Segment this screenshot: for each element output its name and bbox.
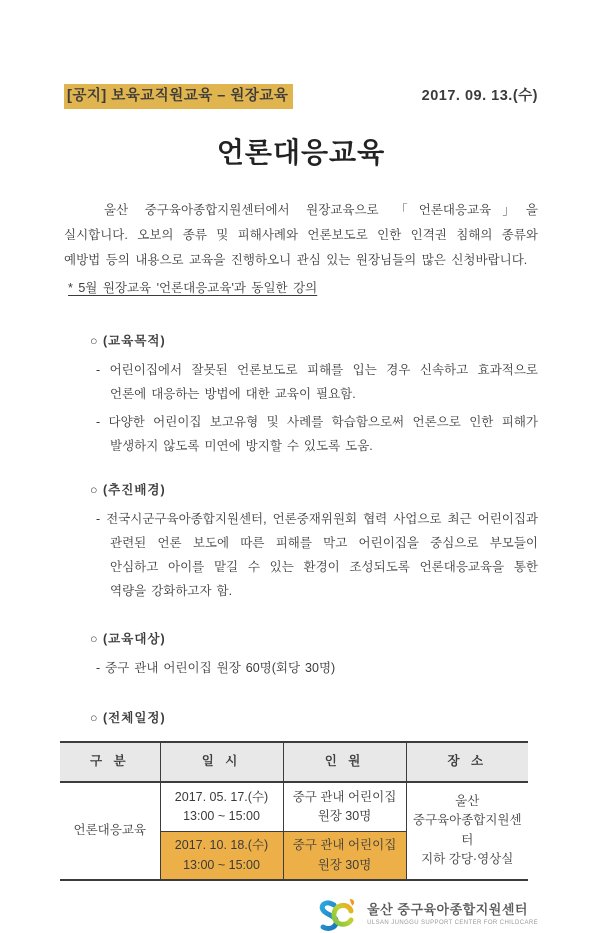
people-count: 원장 30명 bbox=[317, 857, 372, 872]
section-schedule bbox=[64, 706, 538, 731]
cell-people-2 bbox=[283, 832, 406, 880]
footer-org-name-en: ULSAN JUNGGU SUPPORT CENTER FOR CHILDCARE bbox=[367, 919, 538, 926]
location-line: 지하 강당·영상실 bbox=[421, 852, 514, 867]
bullet-item: - 어린이집에서 잘못된 언론보도로 피해를 입는 경우 신속하고 효과적으로 언론에 대응하는 방법에 대한 교육이 필요함. bbox=[96, 362, 538, 401]
document-header bbox=[64, 84, 538, 109]
intro-paragraph: 울산 중구육아종합지원센터에서 원장교육으로 「언론대응교육」을 실시합니다. 오보의 종류 및 피해사례와 언론보도로 인한 인격권 침해의 종류와 예방법 등의 내용으로 교육을 진행하오니 관심 있는 원장님들의 많은 신청바랍니다. bbox=[64, 202, 538, 267]
people-scope: 중구 관내 어린이집 bbox=[292, 789, 397, 804]
location-line: 중구육아종합지원센터 bbox=[412, 813, 522, 847]
schedule-table bbox=[60, 741, 528, 881]
cell-datetime-1 bbox=[160, 782, 283, 832]
page-title: 언론대응교육 bbox=[216, 137, 386, 169]
col-header-category: 구 분 bbox=[60, 742, 160, 782]
footer-org-text bbox=[367, 903, 538, 927]
notice-category: [공지] 보육교직원교육 – 원장교육 bbox=[64, 84, 293, 109]
section-background bbox=[64, 478, 538, 603]
bullet-item: - 다양한 어린이집 보고유형 및 사례를 학습함으로써 언론으로 인한 피해가 발생하지 않도록 미연에 방지할 수 있도록 도움. bbox=[96, 414, 538, 453]
note-line: * 5월 원장교육 '언론대응교육'과 동일한 강의 bbox=[68, 280, 318, 295]
people-scope: 중구 관내 어린이집 bbox=[292, 838, 397, 853]
col-header-location: 장 소 bbox=[406, 742, 528, 782]
cell-people-1 bbox=[283, 782, 406, 832]
bullet-item: - 중구 관내 어린이집 원장 60명(회당 30명) bbox=[96, 660, 336, 675]
section-heading-target: ○ (교육대상) bbox=[90, 631, 166, 646]
datetime-time: 13:00 ~ 15:00 bbox=[183, 857, 260, 872]
section-heading-background: ○ (추진배경) bbox=[90, 482, 166, 497]
cell-datetime-2 bbox=[160, 832, 283, 880]
people-count: 원장 30명 bbox=[317, 808, 372, 823]
sc-childcare-logo-icon bbox=[317, 897, 359, 933]
section-heading-schedule: ○ (전체일정) bbox=[90, 710, 166, 725]
section-target bbox=[64, 627, 538, 680]
cell-location bbox=[406, 782, 528, 880]
section-heading-purpose: ○ (교육목적) bbox=[90, 333, 166, 348]
table-row bbox=[60, 782, 528, 832]
location-line: 울산 bbox=[455, 794, 480, 809]
col-header-datetime: 일 시 bbox=[160, 742, 283, 782]
datetime-date: 2017. 05. 17.(수) bbox=[174, 789, 269, 804]
datetime-date: 2017. 10. 18.(수) bbox=[174, 838, 269, 853]
section-purpose bbox=[64, 329, 538, 458]
footer bbox=[64, 897, 538, 933]
notice-date: 2017. 09. 13.(수) bbox=[421, 88, 538, 104]
datetime-time: 13:00 ~ 15:00 bbox=[183, 808, 260, 823]
col-header-people: 인 원 bbox=[283, 742, 406, 782]
table-header-row bbox=[60, 742, 528, 782]
cell-category: 언론대응교육 bbox=[60, 782, 160, 880]
footer-org-name-kr: 울산 중구육아종합지원센터 bbox=[367, 902, 528, 918]
bullet-item: - 전국시군구육아종합지원센터, 언론중재위원회 협력 사업으로 최근 어린이집과 관련된 언론 보도에 따른 피해를 막고 어린이집을 중심으로 부모들이 안심하고 아이를 맡길 수 있는 환경이 조성되도록 언론대응교육을 통한 역량을 강화하고자 함. bbox=[96, 511, 538, 598]
